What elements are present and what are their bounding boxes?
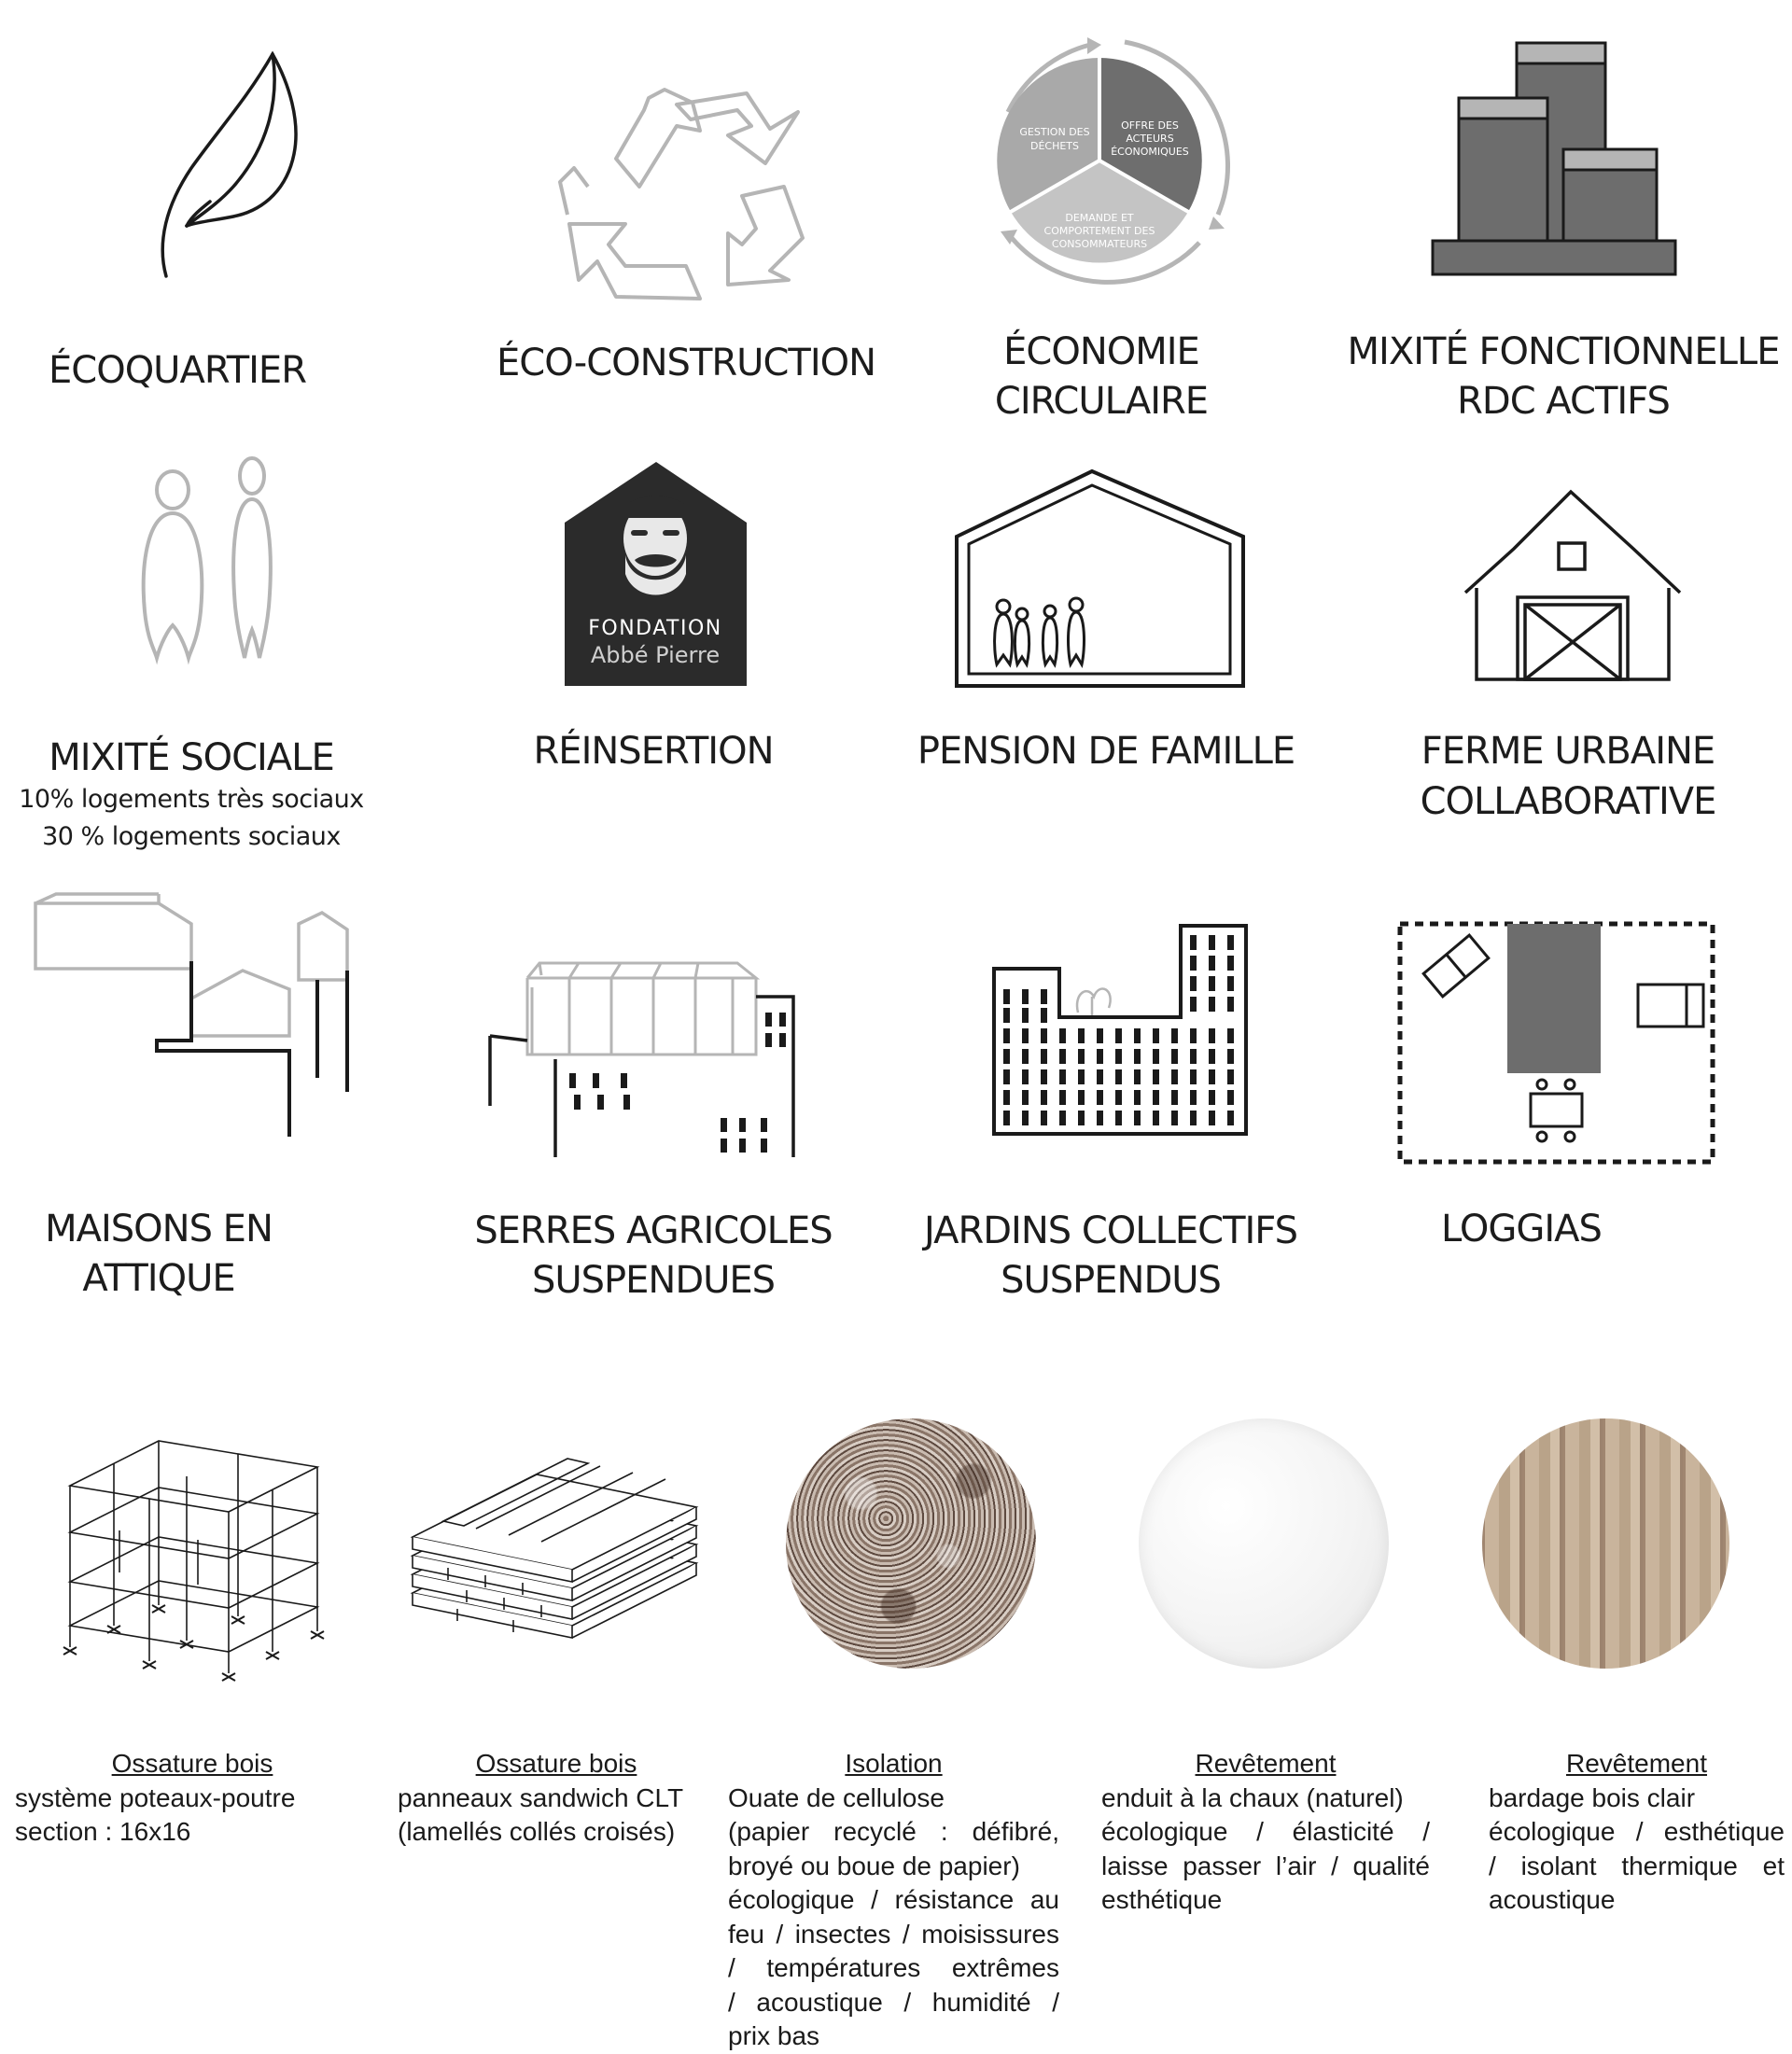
window: [1003, 1090, 1010, 1105]
rooftop-garden-icon: [896, 877, 1325, 1167]
window: [1134, 1049, 1141, 1064]
wood-cladding-text: Revêtement bardage bois clair écologique / esthétique / isolant thermique et acoustique: [1489, 1749, 1785, 1914]
window: [1190, 1069, 1197, 1084]
logo-line-1: FONDATION: [588, 617, 722, 640]
window: [1041, 989, 1047, 1004]
barn-icon: [1363, 448, 1755, 700]
window: [1227, 997, 1234, 1012]
window: [1190, 935, 1197, 950]
window: [1022, 1028, 1029, 1043]
window: [1003, 989, 1010, 1004]
tile-ferme-urbaine: [1363, 448, 1755, 840]
maisons-attique-label-1: MAISONS EN: [45, 1208, 273, 1251]
window: [1190, 997, 1197, 1012]
segment-offer: OFFRE DES: [1121, 119, 1179, 132]
clt-panels-icon: [392, 1381, 747, 1717]
window: [1003, 1008, 1010, 1023]
window: [1115, 1028, 1122, 1043]
window: [1227, 1069, 1234, 1084]
tile-mixite-sociale: [0, 448, 392, 859]
cellulose-texture: [786, 1418, 1036, 1669]
window: [1171, 1028, 1178, 1043]
serres-label-2: SUSPENDUES: [531, 1259, 776, 1302]
fondation-abbe-pierre-logo: [448, 448, 840, 700]
window: [1190, 1049, 1197, 1064]
window: [1041, 1008, 1047, 1023]
greenhouse-icon: [448, 877, 840, 1167]
tile-mixite-fonctionnelle: [1335, 0, 1792, 429]
window: [1153, 1049, 1159, 1064]
tile-jardins: [896, 877, 1325, 1316]
ferme-urbaine-label-2: COLLABORATIVE: [1420, 780, 1716, 823]
window: [1209, 1111, 1215, 1125]
window: [1227, 1111, 1234, 1125]
window: [1022, 1111, 1029, 1125]
window: [1022, 1069, 1029, 1084]
window: [1227, 976, 1234, 991]
window: [1097, 1111, 1103, 1125]
window: [1041, 1049, 1047, 1064]
ecoquartier-label: ÉCOQUARTIER: [49, 349, 306, 392]
window: [1171, 1049, 1178, 1064]
window: [1003, 1049, 1010, 1064]
window: [1171, 1069, 1178, 1084]
svg-text:ACTEURS: ACTEURS: [1126, 133, 1174, 145]
blocks-icon: [1335, 0, 1792, 308]
ferme-urbaine-label-1: FERME URBAINE: [1421, 730, 1715, 773]
tile-serres: [448, 877, 840, 1316]
window: [1078, 1049, 1085, 1064]
clt-text: Ossature bois panneaux sandwich CLT (lamellés collés croisés): [398, 1749, 684, 1846]
window: [1190, 1028, 1197, 1043]
window: [1078, 1069, 1085, 1084]
material-timber-frame: [0, 1381, 383, 2053]
rooftop-houses-icon: [0, 877, 392, 1167]
window: [1059, 1049, 1066, 1064]
window: [1022, 1090, 1029, 1105]
tile-eco-construction: [448, 0, 876, 429]
window: [1227, 1090, 1234, 1105]
window: [1153, 1069, 1159, 1084]
window: [1209, 976, 1215, 991]
window: [1059, 1069, 1066, 1084]
lime-render-texture: [1139, 1418, 1389, 1669]
window: [1078, 1028, 1085, 1043]
window: [1041, 1069, 1047, 1084]
tile-loggias: [1363, 877, 1755, 1269]
tile-reinsertion: [448, 448, 840, 821]
window: [1209, 1069, 1215, 1084]
window: [1115, 1090, 1122, 1105]
eco-construction-label: ÉCO-CONSTRUCTION: [496, 342, 876, 384]
window: [1041, 1111, 1047, 1125]
reinsertion-label: RÉINSERTION: [533, 730, 774, 773]
mixite-fonctionnelle-label-2: RDC ACTIFS: [1457, 380, 1670, 423]
window: [1227, 1049, 1234, 1064]
loggias-label: LOGGIAS: [1441, 1208, 1602, 1251]
window: [1209, 935, 1215, 950]
material-lime-render: [1101, 1381, 1447, 2053]
cellulose-text: Isolation Ouate de cellulose (papier recyclé : défibré, broyé ou boue de papier) écologique / résistance au feu / insectes / moisissures / températures extrêmes / acoustique / humidité / prix bas: [728, 1749, 1059, 2050]
window: [1059, 1111, 1066, 1125]
jardins-label-2: SUSPENDUS: [1001, 1259, 1221, 1302]
window: [1227, 1028, 1234, 1043]
mixite-sociale-sub-2: 30 % logements sociaux: [42, 822, 341, 851]
window: [1078, 1090, 1085, 1105]
svg-text:DÉCHETS: DÉCHETS: [1029, 140, 1080, 152]
svg-text:COMPORTEMENT DES: COMPORTEMENT DES: [1043, 225, 1155, 237]
lime-render-text: Revêtement enduit à la chaux (naturel) écologique / élasticité / laisse passer l’air / qualité esthétique: [1101, 1749, 1430, 1914]
people-icon: [0, 448, 392, 700]
window: [1171, 1111, 1178, 1125]
tile-maisons-attique: [0, 877, 392, 1316]
economie-circulaire-label-2: CIRCULAIRE: [994, 380, 1209, 423]
window: [1153, 1111, 1159, 1125]
window: [1227, 956, 1234, 971]
segment-waste: GESTION DES: [1019, 126, 1090, 138]
window: [1003, 1111, 1010, 1125]
window: [1134, 1090, 1141, 1105]
window: [1041, 1090, 1047, 1105]
material-cellulose: [728, 1381, 1083, 2053]
window: [1209, 1090, 1215, 1105]
mixite-sociale-sub-1: 10% logements très sociaux: [19, 785, 364, 814]
window: [1153, 1028, 1159, 1043]
pension-famille-label: PENSION DE FAMILLE: [917, 730, 1295, 773]
window: [1059, 1090, 1066, 1105]
window: [1003, 1028, 1010, 1043]
window: [1059, 1028, 1066, 1043]
timber-frame-text: Ossature bois système poteaux-poutre section : 16x16: [15, 1747, 370, 1850]
window: [1022, 989, 1029, 1004]
window: [1003, 1069, 1010, 1084]
circular-economy-icon: [933, 0, 1325, 308]
mixite-sociale-label: MIXITÉ SOCIALE: [49, 736, 334, 779]
window: [1190, 1111, 1197, 1125]
window: [1134, 1111, 1141, 1125]
window: [1209, 997, 1215, 1012]
window: [1097, 1049, 1103, 1064]
window: [1022, 1049, 1029, 1064]
maisons-attique-label-2: ATTIQUE: [82, 1257, 235, 1300]
window: [1190, 976, 1197, 991]
window: [1209, 1049, 1215, 1064]
loggia-plan-icon: [1363, 877, 1755, 1167]
window: [1097, 1090, 1103, 1105]
recycle-icon: [448, 0, 840, 308]
window: [1209, 956, 1215, 971]
svg-text:ÉCONOMIQUES: ÉCONOMIQUES: [1111, 146, 1189, 158]
window: [1097, 1028, 1103, 1043]
serres-label-1: SERRES AGRICOLES: [474, 1209, 833, 1252]
tile-ecoquartier: [0, 0, 392, 429]
window: [1097, 1069, 1103, 1084]
window: [1190, 1090, 1197, 1105]
window: [1078, 1111, 1085, 1125]
window: [1115, 1049, 1122, 1064]
window: [1041, 1028, 1047, 1043]
segment-demand: DEMANDE ET: [1065, 212, 1134, 224]
economie-circulaire-label-1: ÉCONOMIE: [1003, 330, 1199, 373]
leaf-icon: [0, 0, 392, 308]
wood-cladding-texture: [1482, 1418, 1729, 1669]
window: [1022, 1008, 1029, 1023]
logo-line-2: Abbé Pierre: [590, 642, 721, 668]
family-house-icon: [896, 448, 1325, 700]
window: [1134, 1069, 1141, 1084]
window: [1190, 956, 1197, 971]
material-wood-cladding: [1484, 1381, 1792, 2053]
material-title: Ossature bois: [111, 1749, 273, 1778]
material-clt: [392, 1381, 747, 2053]
window: [1115, 1069, 1122, 1084]
jardins-label-1: JARDINS COLLECTIFS: [924, 1209, 1297, 1252]
window: [1115, 1111, 1122, 1125]
window: [1227, 935, 1234, 950]
window: [1171, 1090, 1178, 1105]
window: [1134, 1028, 1141, 1043]
tile-pension-famille: [896, 448, 1325, 821]
tile-economie-circulaire: [933, 0, 1325, 429]
svg-text:CONSOMMATEURS: CONSOMMATEURS: [1051, 238, 1148, 250]
window: [1209, 1028, 1215, 1043]
timber-frame-icon: [0, 1381, 383, 1717]
window: [1153, 1090, 1159, 1105]
mixite-fonctionnelle-label-1: MIXITÉ FONCTIONNELLE: [1347, 330, 1780, 373]
